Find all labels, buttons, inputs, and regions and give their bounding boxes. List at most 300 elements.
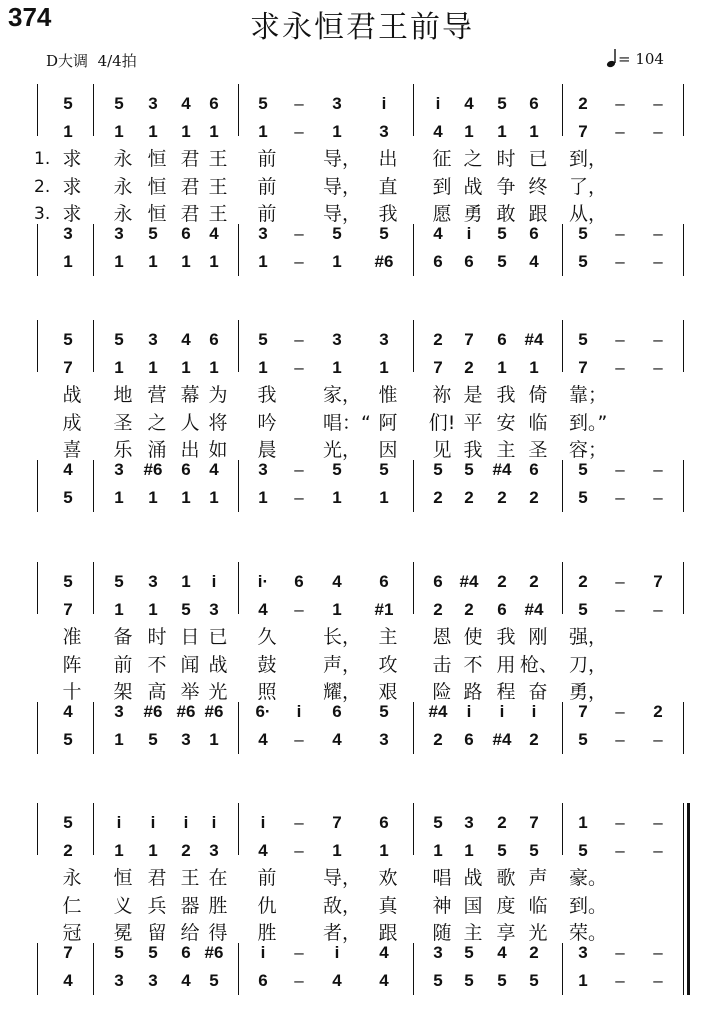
jianpu-note: 5 <box>148 224 158 243</box>
key-time-signature <box>46 50 137 71</box>
jianpu-note: 6 <box>181 943 191 962</box>
barline <box>238 702 239 754</box>
lyric-syllable: 跟 <box>378 922 398 944</box>
jianpu-note: 2 <box>464 488 474 507</box>
jianpu-note: 2 <box>653 702 663 721</box>
hold-dash: – <box>615 971 625 990</box>
lyric-syllable: 长， <box>323 626 362 648</box>
jianpu-note: 5 <box>63 572 73 591</box>
jianpu-note: 7 <box>63 943 73 962</box>
verse-number: 2. <box>34 177 51 197</box>
lyric-syllable: 勇 <box>463 203 483 225</box>
barline <box>37 702 38 754</box>
jianpu-note: 5 <box>578 600 588 619</box>
jianpu-note: 5 <box>578 330 588 349</box>
lyric-syllable: 争 <box>496 176 516 198</box>
jianpu-note: 6 <box>294 572 304 591</box>
jianpu-note: 2 <box>464 358 474 377</box>
jianpu-note: 5 <box>379 224 389 243</box>
barline <box>413 943 414 995</box>
jianpu-note: 1 <box>114 252 124 271</box>
lyric-syllable: 王 <box>208 176 228 198</box>
lyric-syllable: 享 <box>496 922 516 944</box>
hold-dash: – <box>653 224 663 243</box>
lyric-syllable: 日 <box>180 626 200 648</box>
jianpu-note: #4 <box>524 600 544 619</box>
jianpu-note: 5 <box>433 460 443 479</box>
lyric-syllable: 声 <box>528 867 548 889</box>
jianpu-note: 5 <box>181 600 191 619</box>
lyric-syllable: 攻 <box>378 654 398 676</box>
lyric-syllable: 豪。 <box>569 867 608 889</box>
jianpu-note: i <box>260 943 266 962</box>
hold-dash: – <box>615 224 625 243</box>
lyric-syllable: 君 <box>180 176 200 198</box>
lyric-syllable: 幕 <box>180 384 200 406</box>
jianpu-note: 5 <box>63 94 73 113</box>
barline <box>37 943 38 995</box>
jianpu-note: 3 <box>114 971 124 990</box>
jianpu-note: 6 <box>181 460 191 479</box>
barline <box>562 84 563 136</box>
tempo-marking <box>606 48 664 68</box>
lyric-syllable: 临 <box>528 412 548 434</box>
jianpu-note: i <box>531 702 537 721</box>
jianpu-note: 1 <box>181 122 191 141</box>
jianpu-note: #6 <box>143 702 163 721</box>
lyric-syllable: 已 <box>208 626 228 648</box>
hold-dash: – <box>294 358 304 377</box>
hold-dash: – <box>294 943 304 962</box>
jianpu-note: 6 <box>529 460 539 479</box>
jianpu-note: 5 <box>332 224 342 243</box>
lyric-syllable: 临 <box>528 895 548 917</box>
jianpu-note: i <box>150 813 156 832</box>
jianpu-note: 5 <box>464 971 474 990</box>
jianpu-note: 7 <box>578 702 588 721</box>
lyric-syllable: 艰 <box>378 681 398 703</box>
lyric-syllable: 我 <box>257 384 277 406</box>
jianpu-note: 7 <box>529 813 539 832</box>
jianpu-note: 3 <box>332 94 342 113</box>
jianpu-note: 6 <box>529 94 539 113</box>
lyric-syllable: 地 <box>113 384 133 406</box>
jianpu-note: 5 <box>114 572 124 591</box>
jianpu-note: 1 <box>379 358 389 377</box>
hymn-title: 求永恒君王前导 <box>250 10 474 45</box>
hold-dash: – <box>653 460 663 479</box>
hold-dash: – <box>615 702 625 721</box>
jianpu-note: 3 <box>114 460 124 479</box>
lyric-syllable: 留 <box>147 922 167 944</box>
jianpu-note: 6 <box>464 730 474 749</box>
jianpu-note: 1 <box>148 122 158 141</box>
jianpu-note: i <box>211 572 217 591</box>
jianpu-note: #4 <box>428 702 448 721</box>
lyric-syllable: 乐 <box>113 439 133 461</box>
hold-dash: – <box>653 943 663 962</box>
lyric-syllable: 仇 <box>257 895 277 917</box>
lyric-syllable: 冠 <box>62 922 82 944</box>
tempo-value: = 104 <box>618 50 664 68</box>
jianpu-note: 1 <box>114 841 124 860</box>
lyric-syllable: 欢 <box>378 867 398 889</box>
jianpu-note: i <box>116 813 122 832</box>
jianpu-note: 2 <box>181 841 191 860</box>
lyric-syllable: 君 <box>180 148 200 170</box>
barline <box>683 320 684 372</box>
jianpu-note: 6· <box>255 702 271 721</box>
lyric-syllable: 圣 <box>528 439 548 461</box>
barline <box>93 460 94 512</box>
hold-dash: – <box>653 358 663 377</box>
jianpu-note: 5 <box>148 943 158 962</box>
lyric-syllable: 到。 <box>569 895 608 917</box>
lyric-syllable: 敌， <box>323 895 362 917</box>
jianpu-note: 3 <box>114 702 124 721</box>
jianpu-note: #6 <box>204 702 224 721</box>
jianpu-note: 4 <box>181 330 191 349</box>
hold-dash: – <box>294 600 304 619</box>
jianpu-note: i <box>466 702 472 721</box>
hold-dash: – <box>294 330 304 349</box>
jianpu-note: 2 <box>497 488 507 507</box>
lyric-syllable: 圣 <box>113 412 133 434</box>
lyric-syllable: 出 <box>180 439 200 461</box>
lyric-syllable: 王 <box>208 148 228 170</box>
lyric-syllable: 主 <box>463 922 483 944</box>
jianpu-note: #6 <box>176 702 196 721</box>
jianpu-note: #4 <box>524 330 544 349</box>
lyric-syllable: 十 <box>62 681 82 703</box>
jianpu-note: 7 <box>63 358 73 377</box>
barline <box>93 84 94 136</box>
lyric-syllable: 恒 <box>147 203 167 225</box>
jianpu-note: 4 <box>63 971 73 990</box>
jianpu-note: 4 <box>332 730 342 749</box>
jianpu-note: 5 <box>578 730 588 749</box>
hold-dash: – <box>294 94 304 113</box>
jianpu-note: 4 <box>433 122 443 141</box>
jianpu-note: 1 <box>148 252 158 271</box>
jianpu-note: 1 <box>148 841 158 860</box>
jianpu-note: 4 <box>332 971 342 990</box>
lyric-syllable: 容； <box>569 439 608 461</box>
lyric-syllable: 到， <box>569 148 608 170</box>
verse-number: 1. <box>34 149 51 169</box>
jianpu-note: 7 <box>653 572 663 591</box>
jianpu-note: 5 <box>114 943 124 962</box>
jianpu-note: 5 <box>578 841 588 860</box>
lyric-syllable: 唱 <box>432 867 452 889</box>
barline <box>562 320 563 372</box>
jianpu-note: 5 <box>433 971 443 990</box>
barline <box>93 562 94 614</box>
lyric-syllable: 时 <box>147 626 167 648</box>
jianpu-note: 6 <box>433 252 443 271</box>
barline <box>562 224 563 276</box>
lyric-syllable: 跟 <box>528 203 548 225</box>
jianpu-note: 6 <box>529 224 539 243</box>
jianpu-note: 1 <box>529 122 539 141</box>
lyric-syllable: 兵 <box>147 895 167 917</box>
hold-dash: – <box>294 813 304 832</box>
lyric-syllable: 国 <box>463 895 483 917</box>
barline <box>37 84 38 136</box>
lyric-syllable: 喜 <box>62 439 82 461</box>
barline <box>562 562 563 614</box>
jianpu-note: 4 <box>258 730 268 749</box>
hold-dash: – <box>615 94 625 113</box>
jianpu-note: 6 <box>332 702 342 721</box>
hold-dash: – <box>294 841 304 860</box>
lyric-syllable: 出 <box>378 148 398 170</box>
lyric-syllable: 击 <box>432 654 452 676</box>
barline <box>37 320 38 372</box>
jianpu-note: 1 <box>332 841 342 860</box>
barline <box>93 943 94 995</box>
jianpu-note: 1 <box>379 841 389 860</box>
lyric-syllable: 涌 <box>147 439 167 461</box>
barline <box>413 320 414 372</box>
barline <box>93 803 94 855</box>
jianpu-note: 5 <box>464 460 474 479</box>
jianpu-note: 5 <box>114 94 124 113</box>
jianpu-note: 1 <box>332 122 342 141</box>
hold-dash: – <box>615 572 625 591</box>
jianpu-note: 1 <box>332 600 342 619</box>
lyric-syllable: 唱：“ <box>323 412 371 434</box>
lyric-syllable: 架 <box>113 681 133 703</box>
lyric-syllable: 光 <box>528 922 548 944</box>
jianpu-note: 4 <box>497 943 507 962</box>
jianpu-note: 7 <box>332 813 342 832</box>
jianpu-note: 6 <box>379 572 389 591</box>
jianpu-note: 2 <box>578 572 588 591</box>
barline <box>413 562 414 614</box>
jianpu-note: 2 <box>433 488 443 507</box>
hold-dash: – <box>615 813 625 832</box>
lyric-syllable: 恒 <box>113 867 133 889</box>
hold-dash: – <box>653 600 663 619</box>
jianpu-note: i <box>466 224 472 243</box>
lyric-syllable: 祢 <box>432 384 452 406</box>
jianpu-note: 3 <box>209 841 219 860</box>
jianpu-note: 5 <box>63 730 73 749</box>
jianpu-note: 5 <box>379 460 389 479</box>
jianpu-note: 5 <box>464 943 474 962</box>
jianpu-note: #4 <box>492 460 512 479</box>
lyric-syllable: 君 <box>147 867 167 889</box>
jianpu-note: 2 <box>497 572 507 591</box>
lyric-syllable: 恒 <box>147 176 167 198</box>
barline <box>562 943 563 995</box>
lyric-syllable: 义 <box>113 895 133 917</box>
lyric-syllable: 举 <box>180 681 200 703</box>
barline <box>238 320 239 372</box>
jianpu-note: 4 <box>332 572 342 591</box>
lyric-syllable: 导， <box>323 176 362 198</box>
jianpu-note: i <box>499 702 505 721</box>
lyric-syllable: 程 <box>496 681 516 703</box>
lyric-syllable: 晨 <box>257 439 277 461</box>
jianpu-note: 7 <box>63 600 73 619</box>
jianpu-note: 5 <box>497 252 507 271</box>
lyric-syllable: 平 <box>463 412 483 434</box>
jianpu-note: 7 <box>578 122 588 141</box>
jianpu-note: 7 <box>578 358 588 377</box>
hold-dash: – <box>615 488 625 507</box>
lyric-syllable: 靠； <box>569 384 608 406</box>
jianpu-note: 2 <box>529 488 539 507</box>
jianpu-note: 5 <box>63 488 73 507</box>
lyric-syllable: 高 <box>147 681 167 703</box>
jianpu-note: 1 <box>148 358 158 377</box>
jianpu-note: 6 <box>497 600 507 619</box>
jianpu-note: #6 <box>374 252 394 271</box>
hold-dash: – <box>615 841 625 860</box>
jianpu-note: 1 <box>332 488 342 507</box>
barline <box>238 224 239 276</box>
jianpu-note: 1 <box>529 358 539 377</box>
lyric-syllable: 愿 <box>432 203 452 225</box>
barline <box>413 84 414 136</box>
lyric-syllable: 恒 <box>147 148 167 170</box>
lyric-syllable: 永 <box>113 148 133 170</box>
lyric-syllable: 声， <box>323 654 362 676</box>
lyric-syllable: 刀， <box>569 654 608 676</box>
lyric-syllable: 之 <box>463 148 483 170</box>
barline <box>238 943 239 995</box>
jianpu-note: i <box>211 813 217 832</box>
jianpu-note: 4 <box>258 600 268 619</box>
lyric-syllable: 备 <box>113 626 133 648</box>
jianpu-note: 4 <box>464 94 474 113</box>
jianpu-note: 5 <box>578 252 588 271</box>
hold-dash: – <box>615 943 625 962</box>
lyric-syllable: 求 <box>62 176 82 198</box>
lyric-syllable: 王 <box>208 203 228 225</box>
lyric-syllable: 王 <box>180 867 200 889</box>
jianpu-note: 2 <box>63 841 73 860</box>
jianpu-note: 4 <box>63 460 73 479</box>
jianpu-note: 3 <box>63 224 73 243</box>
jianpu-note: 1 <box>114 488 124 507</box>
jianpu-note: 1 <box>114 358 124 377</box>
lyric-syllable: 因 <box>378 439 398 461</box>
lyric-syllable: 度 <box>496 895 516 917</box>
jianpu-note: 3 <box>379 730 389 749</box>
hold-dash: – <box>294 224 304 243</box>
jianpu-note: 3 <box>379 122 389 141</box>
jianpu-note: 6 <box>464 252 474 271</box>
hold-dash: – <box>615 358 625 377</box>
barline <box>37 803 38 855</box>
lyric-syllable: 为 <box>208 384 228 406</box>
jianpu-note: 1 <box>63 122 73 141</box>
jianpu-note: #1 <box>374 600 394 619</box>
lyric-syllable: 征 <box>432 148 452 170</box>
lyric-syllable: 营 <box>147 384 167 406</box>
jianpu-note: 2 <box>433 600 443 619</box>
lyric-syllable: 枪、 <box>520 654 559 676</box>
jianpu-note: i <box>183 813 189 832</box>
lyric-syllable: 鼓 <box>257 654 277 676</box>
barline <box>37 224 38 276</box>
jianpu-note: 6 <box>209 94 219 113</box>
lyric-syllable: 前 <box>257 867 277 889</box>
lyric-syllable: 战 <box>463 867 483 889</box>
lyric-syllable: 如 <box>208 439 228 461</box>
lyric-syllable: 闻 <box>180 654 200 676</box>
jianpu-note: 1 <box>578 971 588 990</box>
barline <box>413 224 414 276</box>
hold-dash: – <box>653 730 663 749</box>
lyric-syllable: 神 <box>432 895 452 917</box>
lyric-syllable: 胜 <box>208 895 228 917</box>
hold-dash: – <box>615 330 625 349</box>
barline <box>93 224 94 276</box>
lyric-syllable: 不 <box>147 654 167 676</box>
barline <box>683 702 684 754</box>
lyric-syllable: 前 <box>113 654 133 676</box>
jianpu-note: 3 <box>258 460 268 479</box>
barline <box>413 460 414 512</box>
quarter-note-icon <box>606 48 618 68</box>
jianpu-note: 1 <box>332 252 342 271</box>
jianpu-note: 3 <box>209 600 219 619</box>
jianpu-note: 1 <box>148 488 158 507</box>
jianpu-note: #6 <box>143 460 163 479</box>
time-signature: 4/4拍 <box>97 52 137 70</box>
jianpu-note: 6 <box>497 330 507 349</box>
hold-dash: – <box>653 841 663 860</box>
lyric-syllable: 勇， <box>569 681 608 703</box>
jianpu-note: 1 <box>63 252 73 271</box>
lyric-syllable: 荣。 <box>569 922 608 944</box>
jianpu-note: 1 <box>258 488 268 507</box>
hymn-number: 374 <box>8 2 52 32</box>
verse-number: 3. <box>34 204 51 224</box>
lyric-syllable: 使 <box>463 626 483 648</box>
lyric-syllable: 给 <box>180 922 200 944</box>
lyric-syllable: 阵 <box>62 654 82 676</box>
jianpu-note: 6 <box>181 224 191 243</box>
lyric-syllable: 君 <box>180 203 200 225</box>
lyric-syllable: 战 <box>463 176 483 198</box>
lyric-syllable: 倚 <box>528 384 548 406</box>
lyric-syllable: 永 <box>62 867 82 889</box>
jianpu-note: 4 <box>433 224 443 243</box>
jianpu-note: 1 <box>209 730 219 749</box>
lyric-syllable: 战 <box>208 654 228 676</box>
lyric-syllable: 求 <box>62 148 82 170</box>
jianpu-note: 2 <box>529 943 539 962</box>
lyric-syllable: 我 <box>496 626 516 648</box>
jianpu-note: 1 <box>497 358 507 377</box>
lyric-syllable: 成 <box>62 412 82 434</box>
jianpu-note: 4 <box>258 841 268 860</box>
jianpu-note: 2 <box>433 330 443 349</box>
lyric-syllable: 前 <box>257 148 277 170</box>
lyric-syllable: 不 <box>463 654 483 676</box>
lyric-syllable: 前 <box>257 203 277 225</box>
barline <box>37 562 38 614</box>
hold-dash: – <box>294 460 304 479</box>
lyric-syllable: 得 <box>208 922 228 944</box>
lyric-syllable: 久 <box>257 626 277 648</box>
jianpu-note: 5 <box>148 730 158 749</box>
